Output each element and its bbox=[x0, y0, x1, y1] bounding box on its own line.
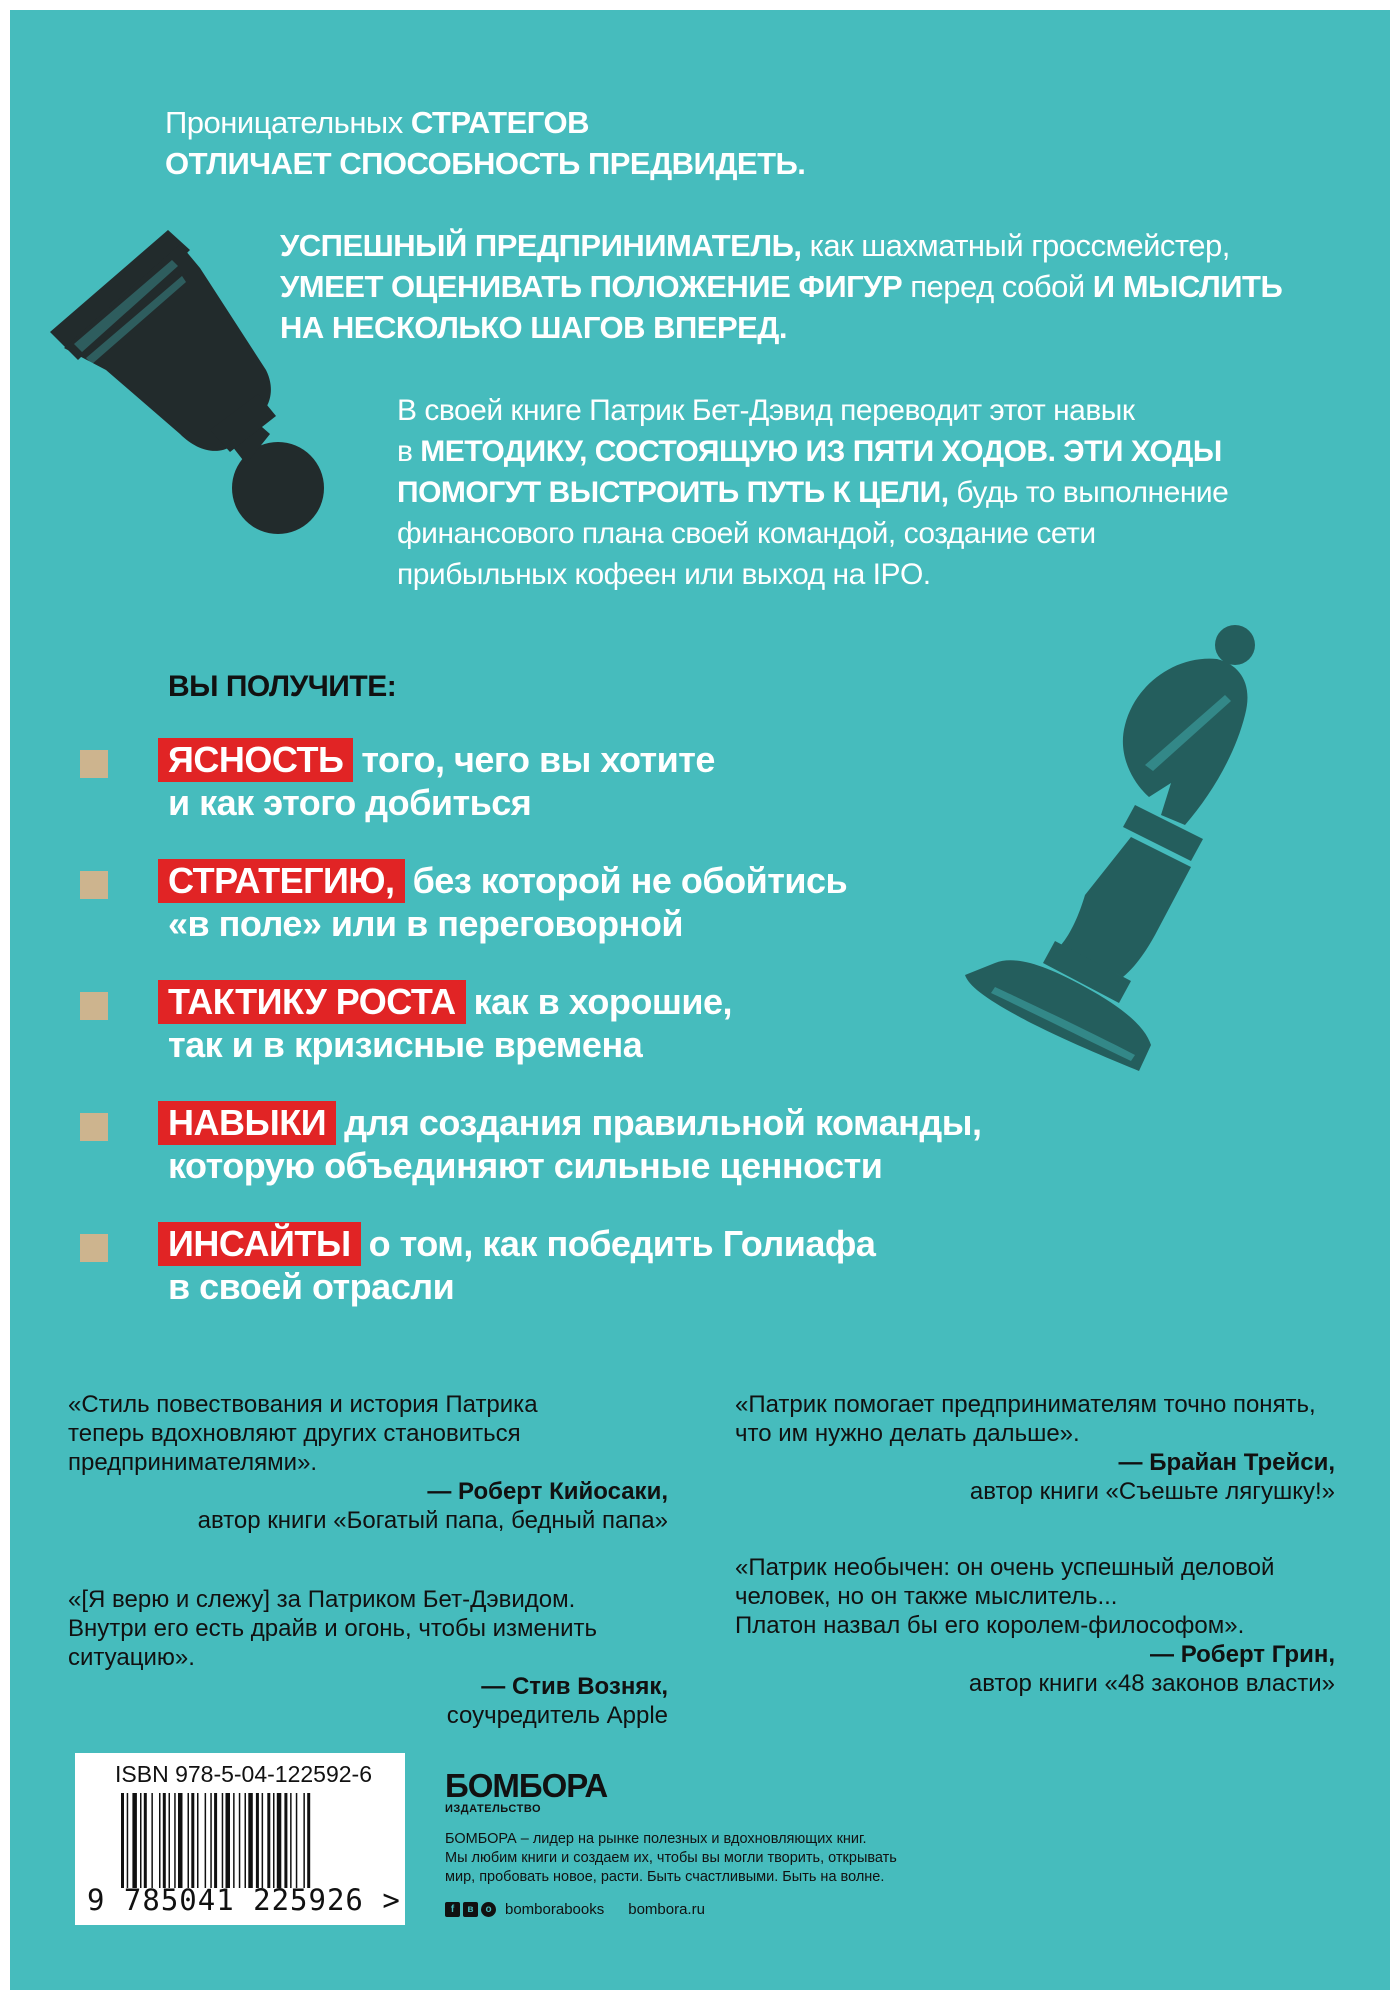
bullet-square bbox=[80, 992, 108, 1020]
isbn-barcode bbox=[75, 1753, 405, 1925]
quote-greene: «Патрик необычен: он очень успешный деловой человек, но он также мыслитель... Платон назвал бы его королем-философом». — Роберт Грин, автор книги «48 законов власти» bbox=[735, 1554, 1335, 1697]
quote-author: — Роберт Грин, bbox=[1150, 1641, 1335, 1668]
quote-author: — Брайан Трейси, bbox=[1118, 1449, 1335, 1476]
benefits-heading: ВЫ ПОЛУЧИТЕ: bbox=[168, 670, 397, 703]
book-back-cover: Проницательных СТРАТЕГОВ ОТЛИЧАЕТ СПОСОБНОСТЬ ПРЕДВИДЕТЬ. УСПЕШНЫЙ ПРЕДПРИНИМАТЕЛЬ, как шахматный гроссмейстер, УМЕЕТ ОЦЕНИВАТЬ ПОЛОЖЕНИЕ ФИГУР перед собой И МЫСЛИТЬ НА НЕСКОЛЬКО ШАГОВ ВПЕРЕД. В своей книге Патрик Бет-Дэвид переводит этот навык в МЕТОДИКУ, СОСТОЯЩУЮ ИЗ ПЯТИ ХОДОВ. ЭТИ ХОДЫ ПОМОГУТ ВЫСТРОИТЬ ПУТЬ К ЦЕЛИ, будь то выполнение финансового плана своей командой, создание сети прибыльных кофеен или выход на IPO. ВЫ ПОЛУЧИТЕ: ЯСНОСТЬ того, чего вы хотите и как этого добиться СТРАТЕГИЮ, без которой не обойтись «в поле» или в переговорной ТАКТИКУ РОСТА как в хорошие, так и в кризисные времена НАВЫКИ для создания правильной команды, которую объединяют сильные ценности ИНСАЙТЫ о том, как победить Голиафа в своей отрасли «Стиль повествования и история Патрика теперь вдохновляют других становиться предпринимателями». — Роберт Кийосаки, автор книги «Богатый папа, бедный папа» «[Я верю и слежу] за Патриком Бет-Дэвидом. Внутри его есть драйв и огонь, чтобы изменить ситуацию». — Стив Возняк, соучредитель Apple «Патрик помогает предпринимателям точно понять, что им нужно делать дальше». — Брайан Трейси, автор книги «Съешьте лягушку!» «Патрик необычен: он очень успешный деловой человек, но он также мыслитель... Платон назвал бы его королем-философом». — Роберт Грин, автор книги «48 законов власти» ISBN 978-5-04-122592-6 9 785041 225926 > БОМБОРА ИЗДАТЕЛЬСТВО БОМБОРА – лидер на рынке полезных и вдохновляющих книг. Мы любим книги и создаем их, чтобы вы могли творить, открывать мир, пробовать новое, расти. Быть счастливыми. Быть на волне. f в o bomborabooks bombora.ru bbox=[10, 10, 1390, 1990]
publisher-logo: БОМБОРА bbox=[445, 1767, 608, 1804]
quote-author-role: соучредитель Apple bbox=[446, 1702, 668, 1729]
quote-author: — Стив Возняк, bbox=[481, 1673, 668, 1700]
publisher-social bbox=[445, 1901, 1005, 1918]
vk-icon[interactable]: в bbox=[463, 1902, 478, 1917]
facebook-icon[interactable]: f bbox=[445, 1902, 460, 1917]
barcode-bars bbox=[121, 1793, 371, 1888]
quote-author-role: автор книги «Богатый папа, бедный папа» bbox=[197, 1507, 668, 1534]
bullet-square bbox=[80, 750, 108, 778]
benefit-tag: ТАКТИКУ РОСТА bbox=[158, 980, 466, 1024]
bullet-square bbox=[80, 1234, 108, 1262]
benefit-tag: ИНСАЙТЫ bbox=[158, 1222, 361, 1266]
bishop-icon bbox=[935, 615, 1285, 1085]
website-link[interactable]: bombora.ru bbox=[628, 1901, 705, 1918]
intro-paragraph-1: Проницательных СТРАТЕГОВ ОТЛИЧАЕТ СПОСОБНОСТЬ ПРЕДВИДЕТЬ. bbox=[165, 105, 806, 181]
intro-paragraph-2: УСПЕШНЫЙ ПРЕДПРИНИМАТЕЛЬ, как шахматный гроссмейстер, УМЕЕТ ОЦЕНИВАТЬ ПОЛОЖЕНИЕ ФИГУР перед собой И МЫСЛИТЬ НА НЕСКОЛЬКО ШАГОВ ВПЕРЕД. bbox=[280, 228, 1283, 345]
quote-author: — Роберт Кийосаки, bbox=[427, 1478, 668, 1505]
bullet-square bbox=[80, 871, 108, 899]
bullet-square bbox=[80, 1113, 108, 1141]
quote-author-role: автор книги «Съешьте лягушку!» bbox=[969, 1478, 1335, 1505]
quote-author-role: автор книги «48 законов власти» bbox=[968, 1670, 1335, 1697]
quote-kiyosaki: «Стиль повествования и история Патрика теперь вдохновляют других становиться предпринимателями». — Роберт Кийосаки, автор книги «Богатый папа, бедный папа» bbox=[68, 1391, 668, 1534]
quote-tracy: «Патрик помогает предпринимателям точно понять, что им нужно делать дальше». — Брайан Трейси, автор книги «Съешьте лягушку!» bbox=[735, 1391, 1335, 1505]
publisher-description: БОМБОРА – лидер на рынке полезных и вдохновляющих книг. Мы любим книги и создаем их, чтобы вы могли творить, открывать мир, пробовать новое, расти. Быть счастливыми. Быть на волне. bbox=[445, 1831, 897, 1885]
publisher-block bbox=[445, 1767, 1005, 1918]
benefit-tag: НАВЫКИ bbox=[158, 1101, 336, 1145]
publisher-sublabel: ИЗДАТЕЛЬСТВО bbox=[445, 1803, 542, 1815]
benefit-tag: ЯСНОСТЬ bbox=[158, 738, 353, 782]
instagram-icon[interactable]: o bbox=[481, 1902, 496, 1917]
quote-wozniak: «[Я верю и слежу] за Патриком Бет-Дэвидом. Внутри его есть драйв и огонь, чтобы изменить ситуацию». — Стив Возняк, соучредитель Apple bbox=[68, 1586, 668, 1729]
intro-paragraph-3: В своей книге Патрик Бет-Дэвид переводит этот навык в МЕТОДИКУ, СОСТОЯЩУЮ ИЗ ПЯТИ ХОДОВ. ЭТИ ХОДЫ ПОМОГУТ ВЫСТРОИТЬ ПУТЬ К ЦЕЛИ, будь то выполнение финансового плана своей командой, создание сети прибыльных кофеен или выход на IPO. bbox=[397, 394, 1229, 591]
isbn-number: ISBN 978-5-04-122592-6 bbox=[115, 1761, 372, 1787]
barcode-digits: 9 785041 225926 > bbox=[87, 1883, 401, 1917]
benefit-tag: СТРАТЕГИЮ, bbox=[158, 859, 405, 903]
social-handle-link[interactable]: bomborabooks bbox=[505, 1901, 605, 1918]
